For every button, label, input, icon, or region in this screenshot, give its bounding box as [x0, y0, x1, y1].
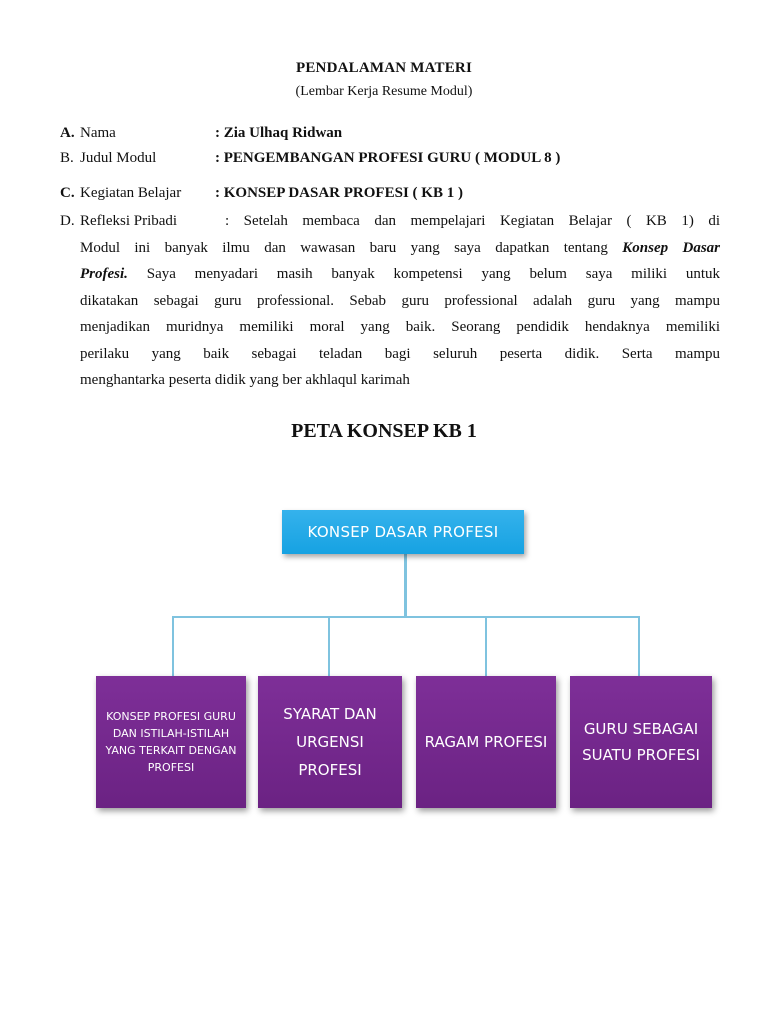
field-letter: D. — [60, 213, 75, 229]
reflection-line: dikatakan sebagai guru professional. Sebab guru professional adalah guru yang mampu — [80, 292, 720, 309]
connector-branch — [328, 616, 330, 676]
field-reflection — [60, 213, 178, 230]
reflection-first-line — [225, 208, 720, 235]
reflection-line: perilaku yang baik sebagai teladan bagi seluruh peserta didik. Serta mampu — [80, 345, 720, 362]
concept-child-node — [416, 676, 556, 808]
connector-trunk — [404, 554, 407, 616]
document-subtitle: (Lembar Kerja Resume Modul) — [295, 84, 473, 99]
field-label: Nama — [80, 125, 116, 141]
reflection-line: menghantarka peserta didik yang ber akhlaqul karimah — [80, 372, 410, 388]
concept-child-label: RAGAM PROFESI — [424, 733, 548, 751]
concept-root-node: KONSEP DASAR PROFESI — [282, 510, 524, 554]
connector-branch — [172, 616, 174, 676]
field-value: : KONSEP DASAR PROFESI ( KB 1 ) — [215, 185, 463, 201]
field-letter: B. — [60, 150, 74, 166]
concept-child-node — [570, 676, 712, 808]
connector-branch — [485, 616, 487, 676]
field-label: Kegiatan Belajar — [80, 185, 182, 201]
field-name — [60, 125, 343, 142]
field-label: Judul Modul — [80, 150, 157, 166]
concept-child-label: KONSEP PROFESI GURU DAN ISTILAH-ISTILAH YANG TERKAIT DENGAN PROFESI — [105, 710, 237, 774]
reflection-emphasis: Profesi. — [80, 266, 128, 282]
reflection-text: Modul ini banyak ilmu dan wawasan baru yang saya dapatkan tentang — [80, 239, 623, 256]
field-learning-activity — [60, 185, 463, 202]
reflection-line: menjadikan muridnya memiliki moral yang baik. Seorang pendidik hendaknya memiliki — [80, 319, 720, 335]
reflection-text: Saya menyadari masih banyak kompetensi yang belum saya miliki untuk — [127, 266, 720, 282]
field-module-title — [60, 150, 561, 167]
connector-horizontal — [172, 616, 639, 618]
document-title: PENDALAMAN MATERI — [295, 60, 473, 76]
field-letter: A. — [60, 125, 75, 141]
reflection-line — [80, 261, 720, 288]
concept-map-diagram — [0, 490, 768, 830]
field-value: : Zia Ulhaq Ridwan — [215, 125, 343, 141]
concept-child-label: GURU SEBAGAI SUATU PROFESI — [582, 720, 700, 764]
concept-child-node — [258, 676, 402, 808]
reflection-emphasis: Konsep Dasar — [622, 239, 720, 256]
field-value: : PENGEMBANGAN PROFESI GURU ( MODUL 8 ) — [215, 150, 561, 166]
concept-child-label: SYARAT DAN URGENSI PROFESI — [283, 705, 377, 779]
reflection-line — [80, 235, 720, 262]
reflection-line: : Setelah membaca dan mempelajari Kegiatan Belajar ( KB 1) di — [225, 213, 720, 229]
connector-branch — [638, 616, 640, 676]
concept-map-title: PETA KONSEP KB 1 — [291, 420, 477, 442]
concept-child-node — [96, 676, 246, 808]
field-label: Refleksi Pribadi — [80, 213, 178, 229]
field-letter: C. — [60, 185, 75, 201]
reflection-paragraph — [80, 235, 720, 394]
